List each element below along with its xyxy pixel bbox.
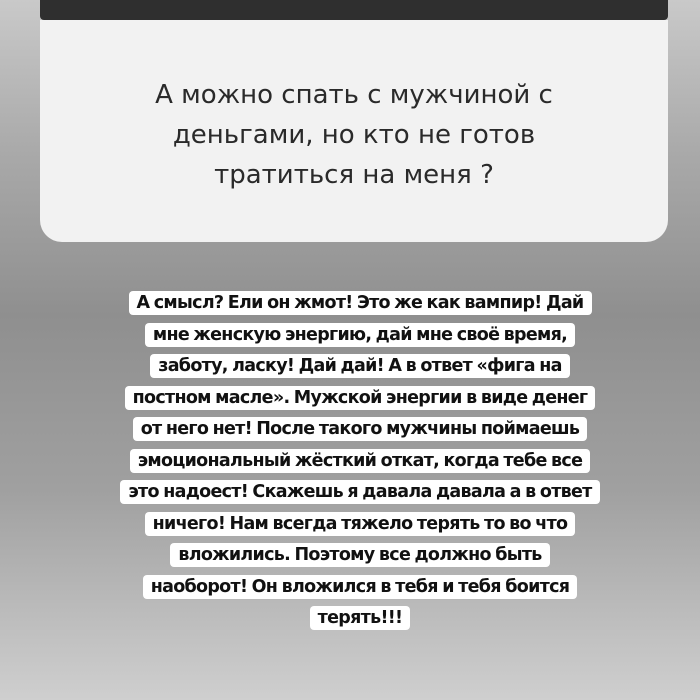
answer-line-text: терять!!! [310, 606, 411, 630]
answer-line-text: А смысл? Ели он жмот! Это же как вампир! Дай [129, 291, 592, 315]
answer-line [60, 603, 660, 635]
question-line: деньгами, но кто не готов [172, 120, 536, 150]
question-sticker [40, 20, 668, 242]
answer-line-text: постном масле». Мужской энергии в виде денег [125, 386, 596, 410]
answer-line-text: эмоциональный жёсткий откат, когда тебе все [130, 449, 591, 473]
answer-line [60, 383, 660, 415]
answer-line [60, 509, 660, 541]
answer-line [60, 477, 660, 509]
question-sticker-header [40, 0, 668, 20]
answer-line-text: вложились. Поэтому все должно быть [170, 543, 549, 567]
answer-line [60, 351, 660, 383]
answer-line-text: мне женскую энергию, дай мне своё время, [145, 323, 575, 347]
question-line: А можно спать с мужчиной с [155, 80, 553, 110]
answer-line [60, 288, 660, 320]
answer-line-text: ничего! Нам всегда тяжело терять то во что [145, 512, 576, 536]
answer-line [60, 414, 660, 446]
answer-line [60, 572, 660, 604]
answer-line-text: это надоест! Скажешь я давала давала а в ответ [120, 480, 599, 504]
question-line: тратиться на меня ? [214, 160, 494, 190]
question-text [155, 75, 553, 195]
answer-line [60, 446, 660, 478]
answer-line-text: наоборот! Он вложился в тебя и тебя боится [143, 575, 578, 599]
answer-text-block [60, 288, 660, 635]
answer-line [60, 540, 660, 572]
answer-line-text: от него нет! После такого мужчины поймаешь [133, 417, 588, 441]
answer-line-text: заботу, ласку! Дай дай! А в ответ «фига на [150, 354, 570, 378]
answer-line [60, 320, 660, 352]
